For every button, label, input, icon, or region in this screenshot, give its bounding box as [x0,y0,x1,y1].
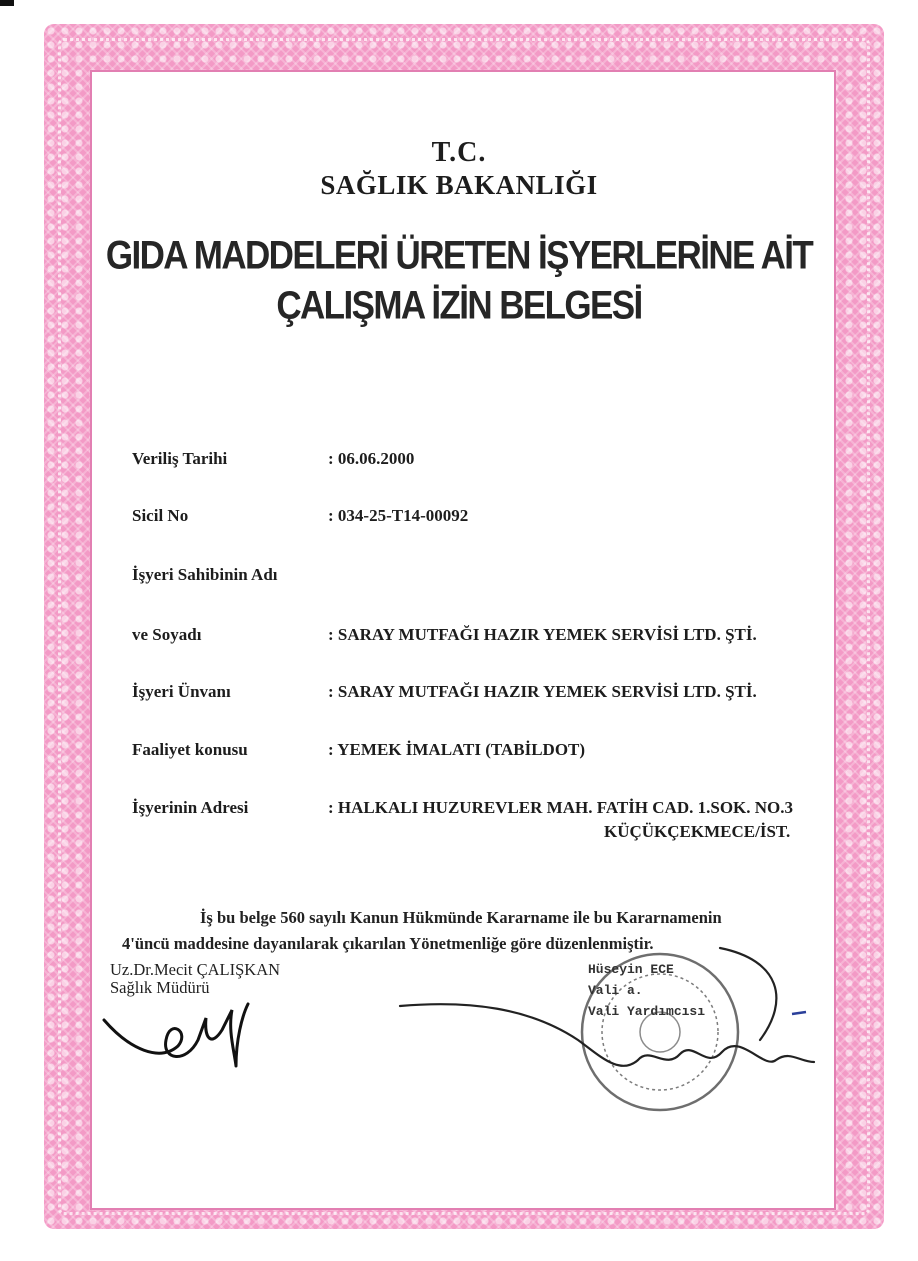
field-value-business-title: : SARAY MUTFAĞI HAZIR YEMEK SERVİSİ LTD. ŞTİ. [328,682,757,701]
legal-text-line2: 4'üncü maddesine dayanılarak çıkarılan Yönetmenliğe göre düzenlenmiştir. [122,934,654,953]
field-value-activity: : YEMEK İMALATI (TABİLDOT) [328,740,586,759]
field-value-owner-surname: : SARAY MUTFAĞI HAZIR YEMEK SERVİSİ LTD. ŞTİ. [328,625,757,644]
document-title-line2: ÇALIŞMA İZİN BELGESİ [276,283,642,328]
stamp-title: Vali Yardımcısı [588,1004,706,1019]
stamp-role: Vali a. [588,983,643,998]
left-signatory-name: Uz.Dr.Mecit ÇALIŞKAN [110,960,281,979]
field-label-business-title: İşyeri Ünvanı [132,682,231,701]
field-value-address: : HALKALI HUZUREVLER MAH. FATİH CAD. 1.SOK. NO.3 [328,798,794,817]
official-seal-icon [582,954,738,1110]
field-label-issue-date: Veriliş Tarihi [132,449,228,468]
stamp-name: Hüseyin ECE [588,962,674,977]
header-tc: T.C. [431,137,487,168]
field-value-address-line2: KÜÇÜKÇEKMECE/İST. [604,822,791,841]
field-value-registry-no: : 034-25-T14-00092 [328,506,469,525]
field-label-activity: Faaliyet konusu [132,740,248,759]
field-label-address: İşyerinin Adresi [132,798,249,817]
header-ministry: SAĞLIK BAKANLIĞI [320,170,598,200]
left-signatory-title: Sağlık Müdürü [110,978,210,997]
field-label-registry-no: Sicil No [132,506,189,525]
field-label-owner-name: İşyeri Sahibinin Adı [132,565,278,584]
field-value-issue-date: : 06.06.2000 [328,449,415,468]
field-label-owner-surname: ve Soyadı [132,625,202,644]
document-title-line1: GIDA MADDELERİ ÜRETEN İŞYERLERİNE AİT [105,233,813,278]
legal-text-line1: İş bu belge 560 sayılı Kanun Hükmünde Kararname ile bu Kararnamenin [200,908,722,927]
left-signature-icon [104,1004,248,1066]
